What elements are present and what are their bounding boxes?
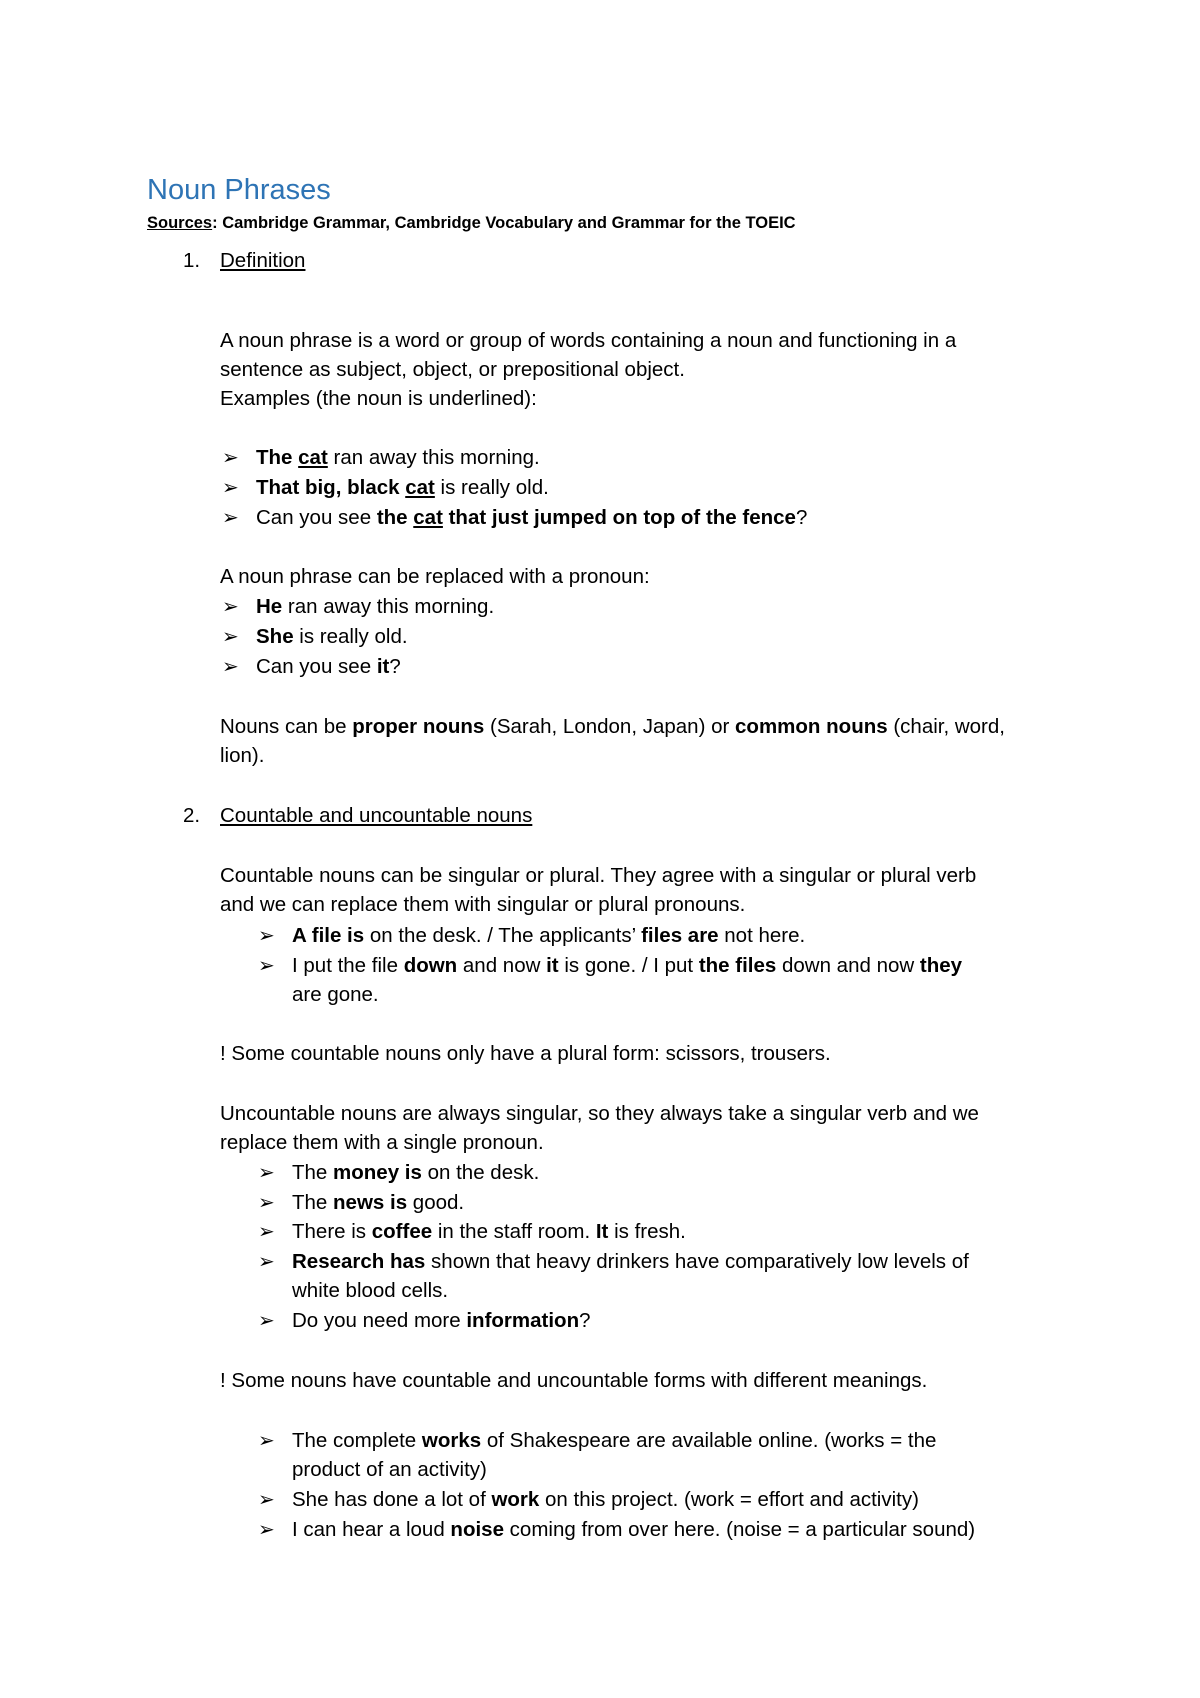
examples-intro: Examples (the noun is underlined): [220, 387, 537, 410]
list-item-continuation: product of an activity) [292, 1458, 487, 1481]
arrow-bullet-icon: ➢ [258, 1192, 275, 1214]
pronoun-intro: A noun phrase can be replaced with a pronoun: [220, 565, 650, 588]
arrow-bullet-icon: ➢ [258, 1489, 275, 1511]
sources-label: Sources [147, 214, 213, 232]
list-item-continuation: are gone. [292, 983, 379, 1006]
arrow-bullet-icon: ➢ [258, 1430, 275, 1452]
definition-line-1: A noun phrase is a word or group of words containing a noun and functioning in a [220, 329, 957, 352]
uncountable-line-2: replace them with a single pronoun. [220, 1131, 544, 1154]
document-page: Noun Phrases Sources: Cambridge Grammar, Cambridge Vocabulary and Grammar for the TOEIC 1. Definition A noun phrase is a word or group of words containing a noun and functioning in a sentence as subject, object, or prepositional object. Examples (the noun is underlined): ➢ The cat ran away this morning. ➢ That big, black cat is really old. ➢ Can you see the cat that just jumped on top of the fence? A noun phrase can be replaced with a pronoun: ➢ He ran away this morning. ➢ She is really old. ➢ Can you see it? Nouns can be proper nouns (Sarah, London, Japan) or common nouns (chair, word, lion). 2. Countable and uncountable nouns Countable nouns can be singular or plural. They agree with a singular or plural verb and we can replace them with singular or plural pronouns. ➢ A file is on the desk. / The applicants’ files are not here. ➢ I put the file down and now it is gone. / I put the files down and now they are gone. ! Some countable nouns only have a plural form: scissors, trousers. Uncountable nouns are always singular, so they always take a singular verb and we replace them with a single pronoun. ➢ The money is on the desk. ➢ The news is good. ➢ There is coffee in the staff room. It is fresh. ➢ Research has shown that heavy drinkers have comparatively low levels of white blood cells. ➢ Do you need more information? ! Some nouns have countable and uncountable forms with different meanings. ➢ The complete works of Shakespeare are available online. (works = the product of an activity) ➢ She has done a lot of work on this project. (work = effort and activity) ➢ I can hear a loud noise coming from over here. (noise = a particular sound) [0, 0, 1200, 1698]
arrow-bullet-icon: ➢ [222, 477, 239, 499]
arrow-bullet-icon: ➢ [258, 1251, 275, 1273]
arrow-bullet-icon: ➢ [258, 1221, 275, 1243]
nouns-line-2: lion). [220, 744, 265, 767]
section-number: 1. [183, 249, 201, 272]
note-forms: ! Some nouns have countable and uncountable forms with different meanings. [220, 1369, 928, 1392]
arrow-bullet-icon: ➢ [222, 656, 239, 678]
uncountable-line-1: Uncountable nouns are always singular, so they always take a singular verb and we [220, 1102, 979, 1125]
sources-text: : Cambridge Grammar, Cambridge Vocabulary and Grammar for the TOEIC [212, 214, 796, 232]
countable-line-1: Countable nouns can be singular or plural. They agree with a singular or plural verb [220, 864, 977, 887]
section-number: 2. [183, 804, 201, 827]
definition-line-2: sentence as subject, object, or prepositional object. [220, 358, 685, 381]
arrow-bullet-icon: ➢ [258, 925, 275, 947]
note-plural: ! Some countable nouns only have a plural form: scissors, trousers. [220, 1042, 831, 1065]
section-title: Definition [220, 249, 306, 272]
arrow-bullet-icon: ➢ [222, 447, 239, 469]
arrow-bullet-icon: ➢ [258, 1519, 275, 1541]
list-item-continuation: white blood cells. [292, 1279, 449, 1302]
section-title: Countable and uncountable nouns [220, 804, 533, 827]
arrow-bullet-icon: ➢ [222, 626, 239, 648]
arrow-bullet-icon: ➢ [258, 1162, 275, 1184]
nouns-line-1: Nouns can be proper nouns (Sarah, London, Japan) or common nouns (chair, word, [220, 715, 1005, 738]
page-title: Noun Phrases [147, 174, 331, 206]
countable-line-2: and we can replace them with singular or plural pronouns. [220, 893, 746, 916]
arrow-bullet-icon: ➢ [258, 1310, 275, 1332]
arrow-bullet-icon: ➢ [222, 596, 239, 618]
sources-line [147, 212, 796, 234]
arrow-bullet-icon: ➢ [258, 955, 275, 977]
arrow-bullet-icon: ➢ [222, 507, 239, 529]
